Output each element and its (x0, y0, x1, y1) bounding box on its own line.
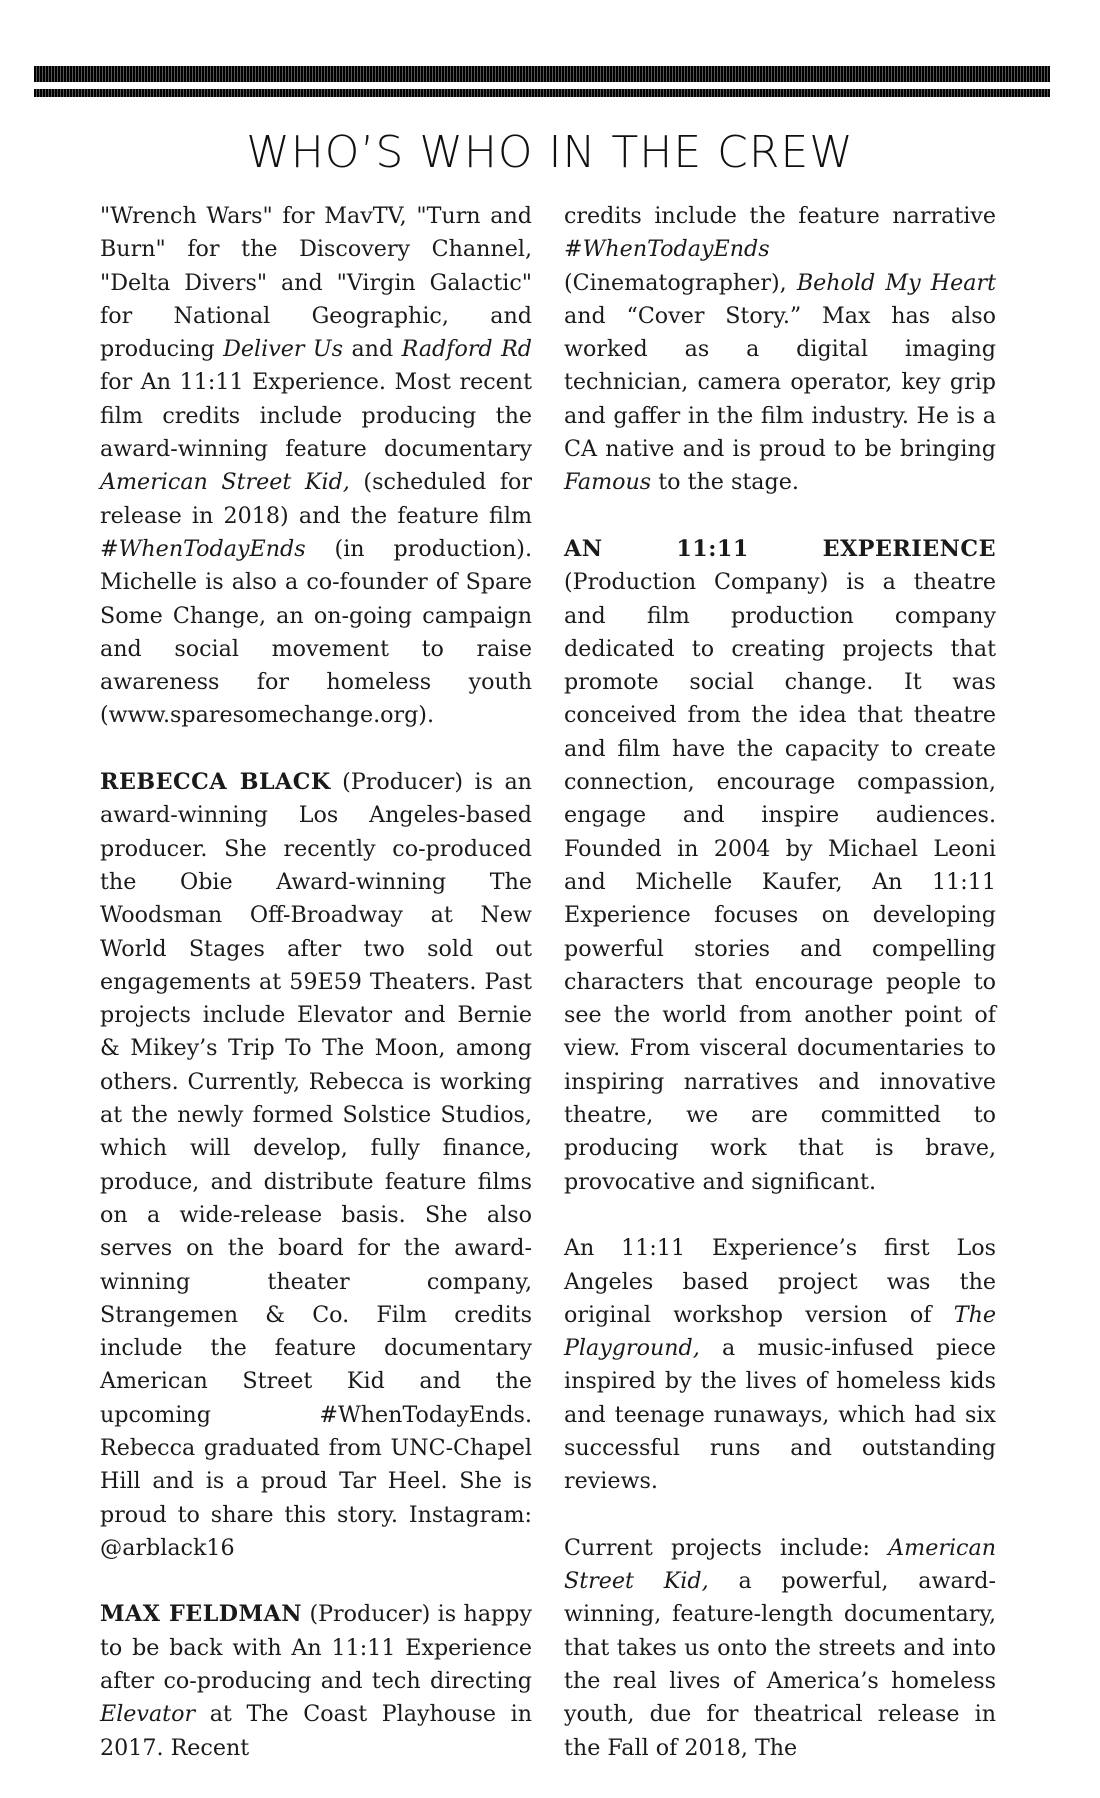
bio-max-feldman: MAX FELDMAN (Producer) is happy to be back with An 11:11 Experience after co-producing and tech directing Elevator at The Coast Playhouse in 2017. Recent (100, 1601, 532, 1761)
left-column (100, 200, 532, 1798)
bio-name: REBECCA BLACK (100, 769, 331, 796)
page-title: WHO’S WHO IN THE CREW (246, 127, 854, 179)
right-column (564, 200, 996, 1798)
header-rule-thin (34, 89, 1050, 97)
bio-michelle-continued: "Wrench Wars" for MavTV, "Turn and Burn" for the Discovery Channel, "Delta Divers" and "Virgin Galactic" for National Geographic, and producing Deliver Us and Radford Rd for An 11:11 Experience. Most recent film credits include producing the award-winning feature documentary American Street Kid, (scheduled for release in 2018) and the feature film #WhenTodayEnds (in production). Michelle is also a co-founder of Spare Some Change, an on-going campaign and social movement to raise awareness for homeless youth (www.sparesomechange.org). (100, 203, 532, 729)
bio-name: MAX FELDMAN (100, 1601, 303, 1628)
bio-an-1111-experience: AN 11:11 EXPERIENCE (Production Company) is a theatre and film production company dedicated to creating projects that promote social change. It was conceived from the idea that theatre and film have the capacity to create connection, encourage compassion, engage and inspire audiences. Founded in 2004 by Michael Leoni and Michelle Kaufer, An 11:11 Experience focuses on developing powerful stories and compelling characters that encourage people to see the world from another point of view. From visceral documentaries to inspiring narratives and innovative theatre, we are committed to producing work that is brave, provocative and significant. (564, 535, 996, 1195)
current-projects-paragraph: Current projects include: American Street Kid, a powerful, award-winning, feature-length documentary, that takes us onto the streets and into the real lives of America’s homeless youth, due for theatrical release in the Fall of 2018, The (564, 1534, 996, 1761)
header-rule-thick (34, 66, 1050, 82)
bio-max-feldman-continued: credits include the feature narrative #WhenTodayEnds (Cinematographer), Behold My Heart and “Cover Story.” Max has also worked as a digital imaging technician, camera operator, key grip and gaffer in the film industry. He is a CA native and is proud to be bringing Famous to the stage. (564, 203, 996, 496)
company-history-paragraph: An 11:11 Experience’s first Los Angeles based project was the original workshop version of The Playground, a music-infused piece inspired by the lives of homeless kids and teenage runaways, which had six successful runs and outstanding reviews. (564, 1235, 996, 1495)
bio-rebecca-black: REBECCA BLACK (Producer) is an award-winning Los Angeles-based producer. She recently co-produced the Obie Award-winning The Woodsman Off-Broadway at New World Stages after two sold out engagements at 59E59 Theaters. Past projects include Elevator and Bernie & Mikey’s Trip To The Moon, among others. Currently, Rebecca is working at the newly formed Solstice Studios, which will develop, fully finance, produce, and distribute feature films on a wide-release basis. She also serves on the board for the award-winning theater company, Strangemen & Co. Film credits include the feature documentary American Street Kid and the upcoming #WhenTodayEnds. Rebecca graduated from UNC-Chapel Hill and is a proud Tar Heel. She is proud to share this story. Instagram: @arblack16 (100, 769, 532, 1561)
bio-name: AN 11:11 EXPERIENCE (564, 535, 996, 562)
